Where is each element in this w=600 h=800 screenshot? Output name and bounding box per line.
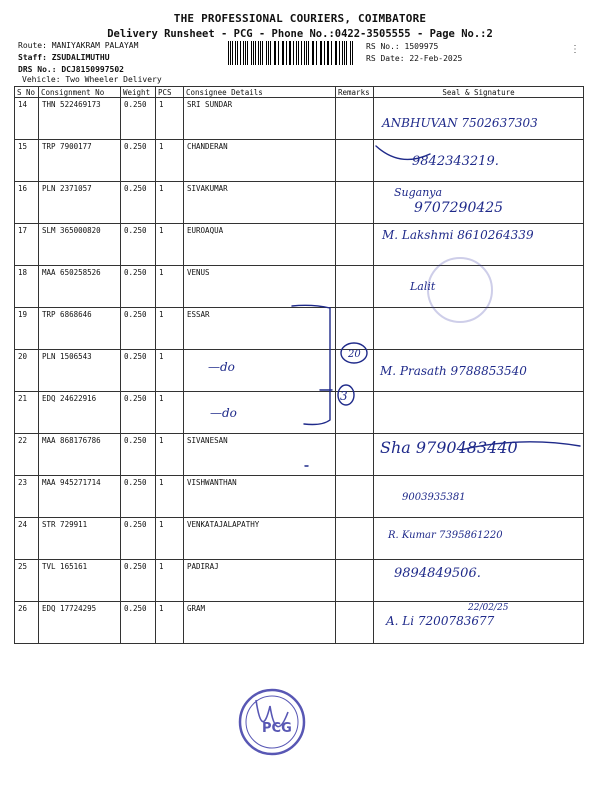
barcode-bar [251, 41, 252, 65]
cell-consignee: PADIRAJ [184, 560, 336, 602]
route-label: Route: [18, 41, 47, 50]
cell-sno: 22 [15, 434, 39, 476]
cell-weight: 0.250 [121, 350, 156, 392]
cell-sno: 15 [15, 140, 39, 182]
vehicle-line [22, 75, 162, 84]
cell-pcs: 1 [156, 266, 184, 308]
table-row [15, 602, 584, 644]
cell-consignment: MAA 868176786 [39, 434, 121, 476]
cell-weight: 0.250 [121, 392, 156, 434]
cell-consignment: MAA 650258526 [39, 266, 121, 308]
cell-consignment: PLN 1506543 [39, 350, 121, 392]
handwritten-signature: 9003935381 [402, 492, 466, 503]
cell-weight: 0.250 [121, 602, 156, 644]
col-consignment: Consignment No [39, 87, 121, 98]
bracket-note-2: 3 [340, 389, 348, 403]
rs-date-label: RS Date: [366, 54, 405, 63]
handwritten-name: Suganya [394, 186, 443, 199]
cell-remarks [336, 476, 374, 518]
stamp-text: PCG [262, 721, 292, 736]
ditto-mark: —do [210, 406, 237, 420]
rs-no-line [366, 42, 438, 51]
cell-signature [374, 140, 584, 182]
barcode-bar [270, 41, 271, 65]
cell-signature [374, 182, 584, 224]
cell-sno: 20 [15, 350, 39, 392]
cell-remarks [336, 182, 374, 224]
cell-weight: 0.250 [121, 308, 156, 350]
more-icon: ⋮ [570, 44, 580, 55]
cell-sno: 25 [15, 560, 39, 602]
handwritten-signature: M. Lakshmi 8610264339 [382, 228, 534, 242]
table-row [15, 224, 584, 266]
cell-signature [374, 308, 584, 350]
cell-consignment: THN 522469173 [39, 98, 121, 140]
cell-consignment: SLM 365000820 [39, 224, 121, 266]
ditto-mark: —do [208, 360, 235, 374]
cell-consignee [184, 392, 336, 434]
cell-remarks [336, 434, 374, 476]
cell-remarks [336, 308, 374, 350]
cell-pcs: 1 [156, 560, 184, 602]
route-line [18, 41, 138, 50]
cell-sno: 19 [15, 308, 39, 350]
barcode-bar [316, 41, 317, 65]
col-sno: S No [15, 87, 39, 98]
table-row [15, 140, 584, 182]
cell-consignee: EUROAQUA [184, 224, 336, 266]
rs-date-value: 22-Feb-2025 [409, 54, 463, 63]
cell-signature [374, 434, 584, 476]
document-subtitle: Delivery Runsheet - PCG - Phone No.:0422-3505555 - Page No.:2 [107, 28, 493, 40]
cell-signature [374, 350, 584, 392]
cell-sno: 17 [15, 224, 39, 266]
cell-consignment: TRP 6868646 [39, 308, 121, 350]
col-signature: Seal & Signature [374, 87, 584, 98]
barcode-bar [283, 41, 284, 65]
staff-value: ZSUDALIMUTHU [51, 53, 110, 62]
handwritten-signature: Lalit [410, 280, 436, 293]
barcode-bar [350, 41, 351, 65]
table-row [15, 392, 584, 434]
cell-remarks [336, 602, 374, 644]
cell-signature [374, 560, 584, 602]
table-row [15, 518, 584, 560]
table-row [15, 182, 584, 224]
cell-signature [374, 266, 584, 308]
cell-pcs: 1 [156, 182, 184, 224]
rs-date-line [366, 54, 462, 63]
cell-remarks [336, 140, 374, 182]
col-pcs: PCS [156, 87, 184, 98]
cell-consignment: TVL 165161 [39, 560, 121, 602]
cell-signature [374, 602, 584, 644]
table-row [15, 308, 584, 350]
cell-signature [374, 476, 584, 518]
table-row [15, 476, 584, 518]
handwritten-signature: A. Li 7200783677 [386, 614, 495, 628]
barcode-bar [228, 41, 229, 65]
barcode-bar [306, 41, 307, 65]
barcode-bar [321, 41, 322, 65]
handwritten-signature: 9707290425 [414, 200, 504, 216]
cell-sno: 16 [15, 182, 39, 224]
cell-consignee [184, 350, 336, 392]
barcode-bar [290, 41, 291, 65]
cell-weight: 0.250 [121, 182, 156, 224]
cell-pcs: 1 [156, 308, 184, 350]
cell-consignment: EDQ 24622916 [39, 392, 121, 434]
barcode-bar [262, 41, 263, 65]
cell-weight: 0.250 [121, 266, 156, 308]
cell-remarks [336, 98, 374, 140]
table-header-row [15, 87, 584, 98]
vehicle-value: Two Wheeler Delivery [65, 75, 162, 84]
cell-remarks [336, 560, 374, 602]
barcode-graphic [228, 41, 354, 65]
cell-weight: 0.250 [121, 224, 156, 266]
rs-no-label: RS No.: [366, 42, 400, 51]
stamp-inner-ring [246, 696, 298, 748]
barcode-bar [331, 41, 332, 65]
cell-signature [374, 518, 584, 560]
handwritten-signature: 9894849506. [394, 566, 481, 581]
cell-sno: 23 [15, 476, 39, 518]
cell-remarks [336, 350, 374, 392]
cell-pcs: 1 [156, 392, 184, 434]
cell-consignment: TRP 7900177 [39, 140, 121, 182]
cell-consignment: EDQ 17724295 [39, 602, 121, 644]
barcode-bar [298, 41, 299, 65]
cell-sno: 24 [15, 518, 39, 560]
cell-weight: 0.250 [121, 560, 156, 602]
barcode-bar [247, 41, 248, 65]
barcode-bar [344, 41, 345, 65]
route-value: MANIYAKRAM PALAYAM [51, 41, 139, 50]
barcode-bar [235, 41, 236, 65]
document-title: THE PROFESSIONAL COURIERS, COIMBATORE [173, 12, 427, 25]
cell-pcs: 1 [156, 602, 184, 644]
table-row [15, 350, 584, 392]
cell-sno: 18 [15, 266, 39, 308]
barcode-bar [240, 41, 241, 65]
cell-sno: 26 [15, 602, 39, 644]
cell-consignee: SRI SUNDAR [184, 98, 336, 140]
runsheet-table [14, 86, 584, 644]
cell-pcs: 1 [156, 518, 184, 560]
col-consignee: Consignee Details [184, 87, 336, 98]
table-row [15, 434, 584, 476]
cell-remarks [336, 392, 374, 434]
cell-pcs: 1 [156, 98, 184, 140]
cell-remarks [336, 518, 374, 560]
cell-remarks [336, 224, 374, 266]
cell-sno: 21 [15, 392, 39, 434]
bracket-note-1: 20 [348, 349, 361, 360]
handwritten-signature: Sha 9790483440 [380, 438, 518, 457]
handwritten-signature: M. Prasath 9788853540 [380, 364, 527, 378]
drs-value: DCJ8150997502 [61, 65, 124, 74]
barcode-bar [328, 41, 329, 65]
table-row [15, 266, 584, 308]
cell-consignment: STR 729911 [39, 518, 121, 560]
barcode-bar [296, 41, 297, 65]
cell-weight: 0.250 [121, 434, 156, 476]
barcode-bar [339, 41, 340, 65]
cell-sno: 14 [15, 98, 39, 140]
table-row [15, 98, 584, 140]
cell-consignee: GRAM [184, 602, 336, 644]
cell-pcs: 1 [156, 434, 184, 476]
pcg-stamp [240, 690, 304, 754]
col-remarks: Remarks [336, 87, 374, 98]
cell-signature [374, 392, 584, 434]
drs-line [18, 65, 124, 74]
stamp-scribble [256, 700, 288, 727]
cell-consignee: VENUS [184, 266, 336, 308]
cell-consignee: VENKATAJALAPATHY [184, 518, 336, 560]
handwritten-date: 22/02/25 [468, 603, 509, 613]
cell-consignee: SIVAKUMAR [184, 182, 336, 224]
cell-weight: 0.250 [121, 518, 156, 560]
cell-weight: 0.250 [121, 98, 156, 140]
col-weight: Weight [121, 87, 156, 98]
cell-consignee: CHANDERAN [184, 140, 336, 182]
drs-label: DRS No.: [18, 65, 57, 74]
cell-weight: 0.250 [121, 140, 156, 182]
cell-consignment: PLN 2371057 [39, 182, 121, 224]
barcode-bar [313, 41, 314, 65]
cell-pcs: 1 [156, 140, 184, 182]
staff-line [18, 53, 110, 62]
cell-pcs: 1 [156, 476, 184, 518]
rs-no-value: 1509975 [404, 42, 439, 51]
table-row [15, 560, 584, 602]
cell-signature [374, 98, 584, 140]
handwritten-signature: 9842343219. [412, 154, 499, 169]
vehicle-label: Vehicle: [22, 75, 61, 84]
cell-remarks [336, 266, 374, 308]
cell-consignee: ESSAR [184, 308, 336, 350]
cell-consignee: VISHWANTHAN [184, 476, 336, 518]
barcode-bar [278, 41, 279, 65]
barcode-bar [258, 41, 259, 65]
cell-pcs: 1 [156, 350, 184, 392]
barcode-bar [268, 41, 269, 65]
handwritten-signature: R. Kumar 7395861220 [388, 530, 503, 541]
cell-signature [374, 224, 584, 266]
handwritten-signature: ANBHUVAN 7502637303 [382, 116, 538, 130]
cell-pcs: 1 [156, 224, 184, 266]
cell-consignment: MAA 945271714 [39, 476, 121, 518]
cell-weight: 0.250 [121, 476, 156, 518]
stamp-ring [240, 690, 304, 754]
staff-label: Staff: [18, 53, 47, 62]
cell-consignee: SIVANESAN [184, 434, 336, 476]
